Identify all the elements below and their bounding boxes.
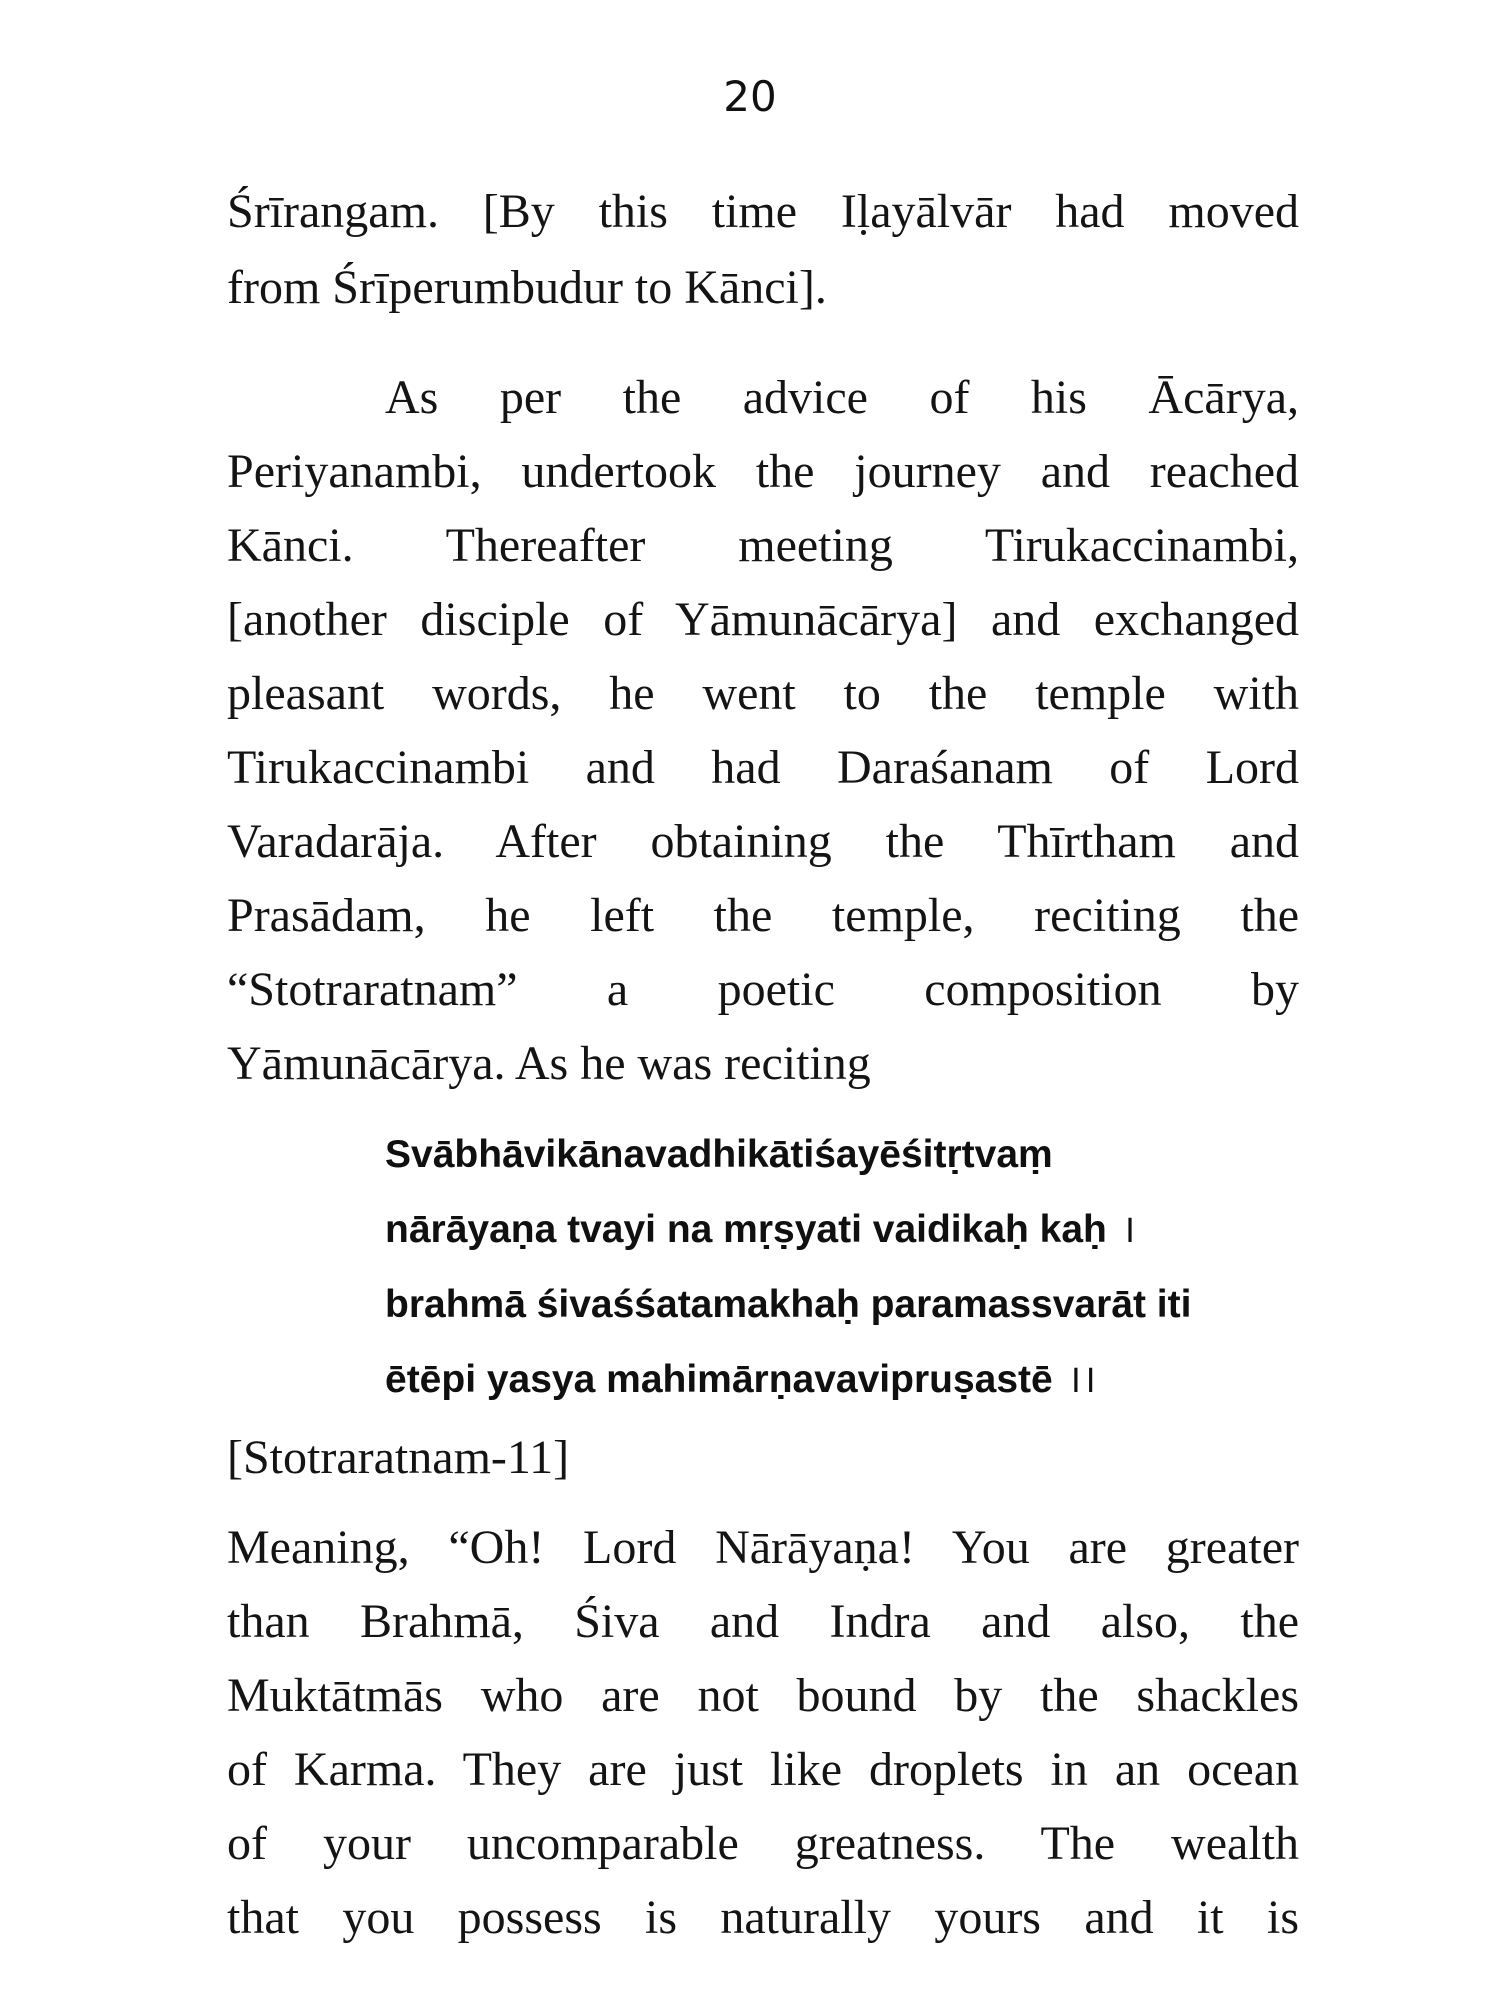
text-line: that you possess is naturally yours and it is [227,1891,1299,1944]
text-line: Varadarāja. After obtaining the Thīrtham and [227,815,1299,868]
text-line: than Brahmā, Śiva and Indra and also, the [227,1595,1299,1648]
text-line: of your uncomparable greatness. The wealth [227,1817,1299,1870]
text-line: Periyanambi, undertook the journey and reached [227,445,1299,498]
verse-text: brahmā śivaśśatamakhaḥ paramassvarāt iti [385,1283,1192,1326]
text-line: Śrīrangam. [By this time Iḷayālvār had moved [227,185,1299,238]
text-line: “Stotraratnam” a poetic composition by [227,963,1299,1016]
verse-line [385,1205,1136,1255]
verse-line [385,1355,1096,1405]
text-line: Prasādam, he left the temple, reciting the [227,889,1299,942]
text-line: of Karma. They are just like droplets in an ocean [227,1743,1299,1796]
text-line: from Śrīperumbudur to Kānci]. [227,261,827,314]
verse-text: Svābhāvikānavadhikātiśayēśitṛtvaṃ [385,1133,1053,1176]
verse-danda: । [1120,1208,1136,1251]
text-line: Kānci. Thereafter meeting Tirukaccinambi, [227,519,1299,572]
text-line: Meaning, “Oh! Lord Nārāyaṇa! You are greater [227,1521,1299,1574]
verse-double-danda: ।। [1066,1358,1097,1401]
text-line: [another disciple of Yāmunācārya] and exchanged [227,593,1299,646]
verse-text: ētēpi yasya mahimārṇavavipruṣastē [385,1358,1053,1401]
verse-citation: [Stotraratnam-11] [227,1431,570,1484]
text-line: Muktātmās who are not bound by the shackles [227,1669,1299,1722]
text-line: Tirukaccinambi and had Daraśanam of Lord [227,741,1299,794]
verse-text: nārāyaṇa tvayi na mṛṣyati vaidikaḥ kaḥ [385,1208,1107,1251]
verse-line [385,1130,1053,1180]
text-line: As per the advice of his Ācārya, [385,371,1299,424]
text-line: Yāmunācārya. As he was reciting [227,1037,871,1090]
page-number: 20 [723,72,777,121]
text-line: pleasant words, he went to the temple with [227,667,1299,720]
verse-line [385,1280,1191,1330]
